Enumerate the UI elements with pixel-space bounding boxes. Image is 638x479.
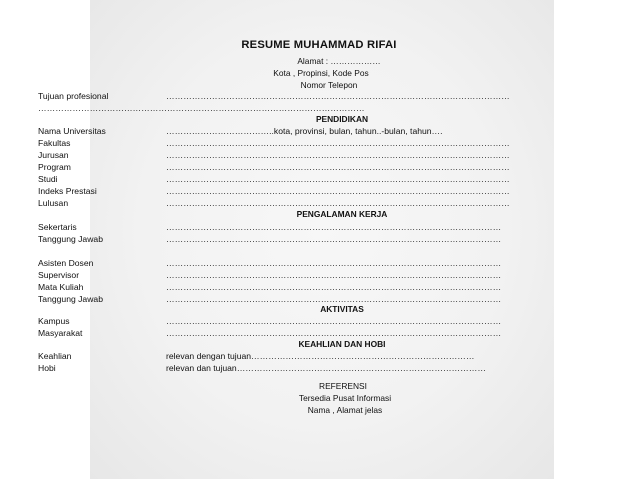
education-value: ………………………………………………………………………………………………………… xyxy=(166,138,510,148)
activity-label: Masyarakat xyxy=(38,328,83,338)
experience-value: ……………………………………………………………………………………………………… xyxy=(166,222,502,232)
resume-title: RESUME MUHAMMAD RIFAI xyxy=(241,39,397,51)
education-label: Indeks Prestasi xyxy=(38,186,97,196)
experience-value: ……………………………………………………………………………………………………… xyxy=(166,282,502,292)
experience-value: ……………………………………………………………………………………………………… xyxy=(166,258,502,268)
skills-heading: KEAHLIAN DAN HOBI xyxy=(298,339,386,349)
reference-heading: REFERENSI xyxy=(319,381,367,391)
education-heading: PENDIDIKAN xyxy=(315,114,369,124)
skill-label: Hobi xyxy=(38,363,56,373)
activity-label: Kampus xyxy=(38,316,70,326)
experience-value: ……………………………………………………………………………………………………… xyxy=(166,270,502,280)
reference-line: Tersedia Pusat Informasi xyxy=(298,393,392,403)
education-value: ………………………………………………………………………………………………………… xyxy=(166,162,510,172)
education-label: Fakultas xyxy=(38,138,71,148)
education-value: ………………………………………………………………………………………………………… xyxy=(166,186,510,196)
education-label: Jurusan xyxy=(38,150,69,160)
skill-value: relevan dan tujuan…………………………………………………………………………… xyxy=(166,363,486,373)
objective-value: ………………………………………………………………………………………………………… xyxy=(166,91,510,101)
phone-line: Nomor Telepon xyxy=(300,80,358,90)
activities-heading: AKTIVITAS xyxy=(320,304,364,314)
education-value: ………………………………………………………………………………………………………… xyxy=(166,198,510,208)
experience-label: Supervisor xyxy=(38,270,80,280)
education-label: Lulusan xyxy=(38,198,69,208)
skill-value: relevan dengan tujuan…………………………………………………………………… xyxy=(166,351,475,361)
address-line: Alamat : ……………… xyxy=(297,56,381,66)
skill-label: Keahlian xyxy=(38,351,72,361)
experience-label: Sekertaris xyxy=(38,222,77,232)
experience-label: Tanggung Jawab xyxy=(38,294,103,304)
activity-value: ……………………………………………………………………………………………………… xyxy=(166,328,502,338)
education-value: ………………………………..kota, provinsi, bulan, tahun..-bulan, tahun…. xyxy=(166,126,443,136)
experience-value: ……………………………………………………………………………………………………… xyxy=(166,294,502,304)
experience-label: Tanggung Jawab xyxy=(38,234,103,244)
education-label: Nama Universitas xyxy=(38,126,106,136)
experience-label: Asisten Dosen xyxy=(38,258,94,268)
education-value: ………………………………………………………………………………………………………… xyxy=(166,150,510,160)
reference-line: Nama , Alamat jelas xyxy=(307,405,383,415)
city-line: Kota , Propinsi, Kode Pos xyxy=(273,68,369,78)
objective-continuation: …………………………………………………………………………………………………… xyxy=(38,103,365,113)
experience-heading: PENGALAMAN KERJA xyxy=(296,209,388,219)
education-value: ………………………………………………………………………………………………………… xyxy=(166,174,510,184)
activity-value: ……………………………………………………………………………………………………… xyxy=(166,316,502,326)
experience-label: Mata Kuliah xyxy=(38,282,84,292)
experience-value: ……………………………………………………………………………………………………… xyxy=(166,234,502,244)
education-label: Studi xyxy=(38,174,58,184)
education-label: Program xyxy=(38,162,71,172)
objective-label: Tujuan profesional xyxy=(38,91,109,101)
